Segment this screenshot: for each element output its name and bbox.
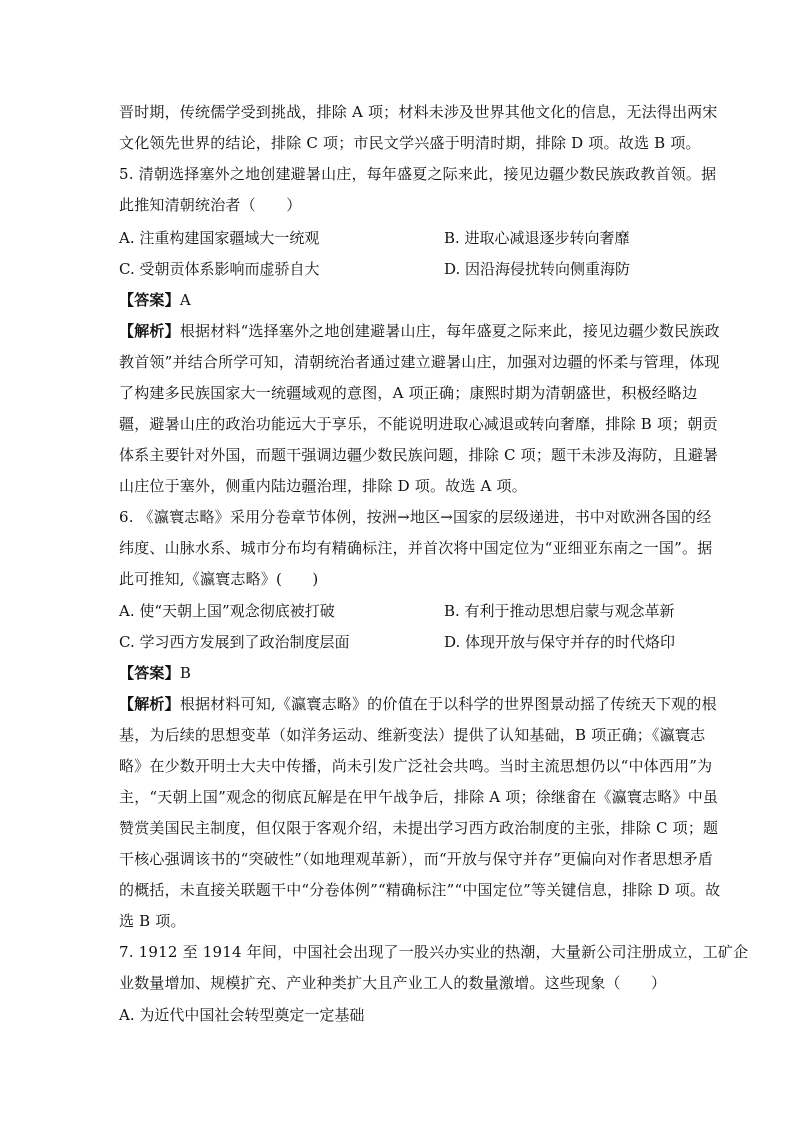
q6-stem-line-1: 6. 《瀛寰志略》采用分卷章节体例，按洲→地区→国家的层级递进，书中对欧洲各国的经 — [119, 508, 712, 526]
q7-option-a: A. 为近代中国社会转型奠定一定基础 — [119, 1006, 365, 1024]
q6-answer — [119, 663, 679, 683]
q5-analysis-line-3: 了构建多民族国家大一统疆域观的意图，A 项正确；康熙时期为清朝盛世，积极经略边 — [119, 384, 698, 402]
q5-analysis-text-1: 根据材料“选择塞外之地创建避暑山庄，每年盛夏之际来此，接见边疆少数民族政 — [179, 322, 720, 340]
q6-analysis-text-1: 根据材料可知,《瀛寰志略》的价值在于以科学的世界图景动摇了传统天下观的根 — [179, 695, 717, 713]
q5-analysis-line-1 — [119, 321, 720, 341]
q5-answer-value: A — [179, 291, 191, 309]
q6-analysis-line-2: 基，为后续的思想变革（如洋务运动、维新变法）提供了认知基础，B 项正确；《瀛寰志 — [119, 726, 706, 744]
q5-answer-label: 【答案】 — [119, 291, 180, 309]
q6-option-b: B. 有利于推动思想启蒙与观念革新 — [444, 602, 675, 620]
q5-option-c: C. 受朝贡体系影响而虚骄自大 — [119, 260, 320, 278]
q5-analysis-label: 【解析】 — [119, 322, 180, 340]
q5-stem-line-2: 此推知清朝统治者（ ） — [119, 196, 302, 214]
intro-line-1: 晋时期，传统儒学受到挑战，排除 A 项；材料未涉及世界其他文化的信息，无法得出两宋 — [119, 103, 718, 121]
q5-answer — [119, 290, 679, 310]
q5-option-d: D. 因沿海侵扰转向侧重海防 — [444, 260, 631, 278]
q6-stem-line-3: 此可推知,《瀛寰志略》( ) — [119, 570, 319, 588]
q5-analysis-line-2: 教首领”并结合所学可知，清朝统治者通过建立避暑山庄，加强对边疆的怀柔与管理，体现 — [119, 353, 720, 371]
q6-analysis-line-4: 主，“天朝上国”观念的彻底瓦解是在甲午战争后，排除 A 项；徐继畬在《瀛寰志略》中虽 — [119, 788, 719, 806]
q6-analysis-label: 【解析】 — [119, 695, 180, 713]
q6-analysis-line-6: 干核心强调该书的“突破性”（如地理观革新），而“开放与保守并存”更偏向对作者思想矛盾 — [119, 850, 714, 868]
q5-analysis-line-6: 山庄位于塞外，侧重内陆边疆治理，排除 D 项。故选 A 项。 — [119, 477, 527, 495]
q6-answer-label: 【答案】 — [119, 664, 180, 682]
q7-stem-line-2: 业数量增加、规模扩充、产业种类扩大且产业工人的数量激增。这些现象（ ） — [119, 974, 667, 992]
intro-line-2: 文化领先世界的结论，排除 C 项；市民文学兴盛于明清时期，排除 D 项。故选 B 项。 — [119, 134, 701, 152]
q5-option-a: A. 注重构建国家疆域大一统观 — [119, 229, 320, 247]
q5-stem-line-1: 5. 清朝选择塞外之地创建避暑山庄，每年盛夏之际来此，接见边疆少数民族政教首领。据 — [119, 165, 717, 183]
q6-analysis-line-8: 选 B 项。 — [119, 912, 186, 930]
q6-stem-line-2: 纬度、山脉水系、城市分布均有精确标注，并首次将中国定位为“亚细亚东南之一国”。据 — [119, 539, 713, 557]
q6-option-a: A. 使“天朝上国”观念彻底被打破 — [119, 602, 335, 620]
q5-analysis-line-5: 体系主要针对外国，而题干强调边疆少数民族问题，排除 C 项；题干未涉及海防，且避暑 — [119, 446, 719, 464]
q5-analysis-line-4: 疆，避暑山庄的政治功能远大于享乐，不能说明进取心减退或转向奢靡，排除 B 项；朝贡 — [119, 415, 718, 433]
q5-option-b: B. 进取心减退逐步转向奢靡 — [444, 229, 630, 247]
q6-analysis-line-3: 略》在少数开明士大夫中传播，尚未引发广泛社会共鸣。当时主流思想仍以“中体西用”为 — [119, 757, 713, 775]
q6-analysis-line-5: 赞赏美国民主制度，但仅限于客观介绍，未提出学习西方政治制度的主张，排除 C 项；题 — [119, 819, 719, 837]
q6-option-d: D. 体现开放与保守并存的时代烙印 — [444, 633, 676, 651]
q6-option-c: C. 学习西方发展到了政治制度层面 — [119, 633, 350, 651]
q6-analysis-line-7: 的概括，未直接关联题干中“分卷体例”“精确标注”“中国定位”等关键信息，排除 D 项。故 — [119, 881, 721, 899]
q7-stem-line-1: 7. 1912 至 1914 年间，中国社会出现了一股兴办实业的热潮，大量新公司注册成立，工矿企 — [119, 943, 749, 961]
q6-answer-value: B — [179, 664, 192, 682]
q6-analysis-line-1 — [119, 694, 717, 714]
